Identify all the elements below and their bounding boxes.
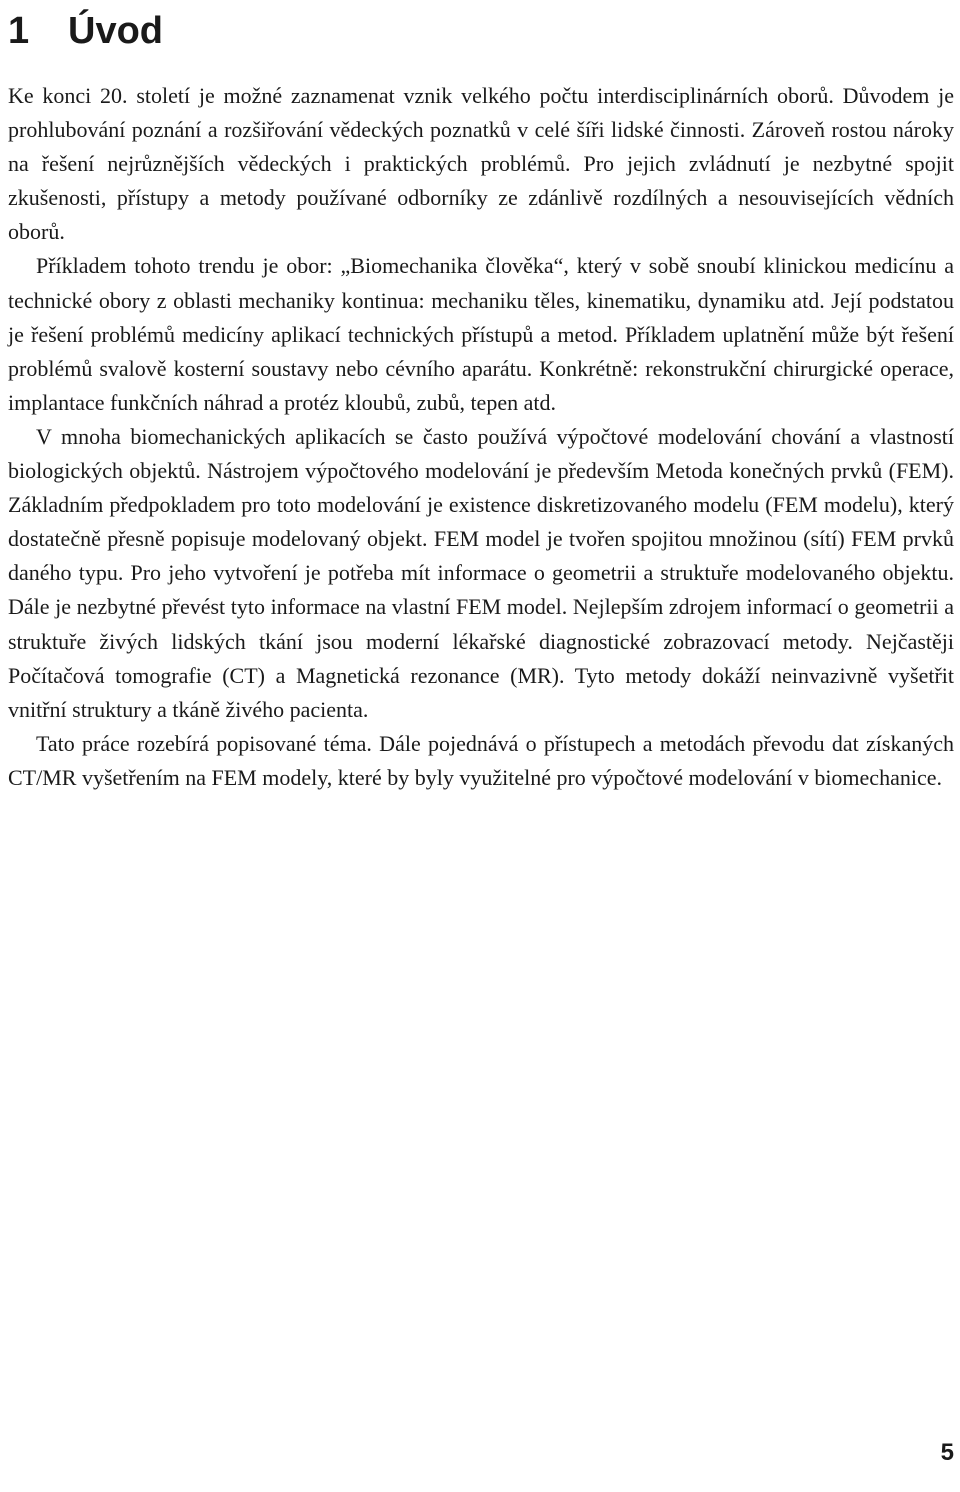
paragraph-thesis-scope: Tato práce rozebírá popisované téma. Dále pojednává o přístupech a metodách převodu dat získaných CT/MR vyšetřením na FEM modely, které by byly využitelné pro výpočtové modelování v biomechanice. xyxy=(8,730,954,790)
chapter-heading xyxy=(8,8,163,54)
chapter-number: 1 xyxy=(8,10,30,52)
paragraph-fem-modeling: V mnoha biomechanických aplikacích se často používá výpočtové modelování chování a vlastností biologických objektů. Nástrojem výpočtového modelování je především Metoda konečných prvků (FEM). Základním předpokladem pro toto modelování je existence diskretizovaného modelu (FEM modelu), který dostatečně přesně popisuje modelovaný objekt. FEM model je tvořen spojitou množinou (sítí) FEM prvků daného typu. Pro jeho vytvoření je potřeba mít informace o geometrii a struktuře modelovaného objektu. Dále je nezbytné převést tyto informace na vlastní FEM model. Nejlepším zdrojem informací o geometrii a struktuře živých lidských tkání jsou moderní lékařské diagnostické zobrazovací metody. Nejčastěji Počítačová tomografie (CT) a Magnetická rezonance (MR). Tyto metody dokáží neinvazivně vyšetřit vnitřní struktury a tkáně živého pacienta. xyxy=(8,423,954,722)
chapter-title: Úvod xyxy=(68,10,163,52)
paragraph-intro: Ke konci 20. století je možné zaznamenat vznik velkého počtu interdisciplinárních oborů. Důvodem je prohlubování poznání a rozšiřování vědeckých poznatků v celé šíři lidské činnosti. Zároveň rostou nároky na řešení nejrůznějších vědeckých i praktických problémů. Pro jejich zvládnutí je nezbytné spojit zkušenosti, přístupy a metody používané odborníky ze zdánlivě rozdílných a nesouvisejících vědních oborů. xyxy=(8,83,954,245)
page-number: 5 xyxy=(940,1439,954,1466)
paragraph-biomechanics: Příkladem tohoto trendu je obor: „Biomechanika člověka“, který v sobě snoubí klinickou medicínu a technické obory z oblasti mechaniky kontinua: mechaniku těles, kinematiku, dynamiku atd. Její podstatou je řešení problémů medicíny aplikací technických přístupů a metod. Příkladem uplatnění může být řešení problémů svalově kosterní soustavy nebo cévního aparátu. Konkrétně: rekonstrukční chirurgické operace, implantace funkčních náhrad a protéz kloubů, zubů, tepen atd. xyxy=(8,253,954,415)
chapter-body xyxy=(8,79,954,795)
